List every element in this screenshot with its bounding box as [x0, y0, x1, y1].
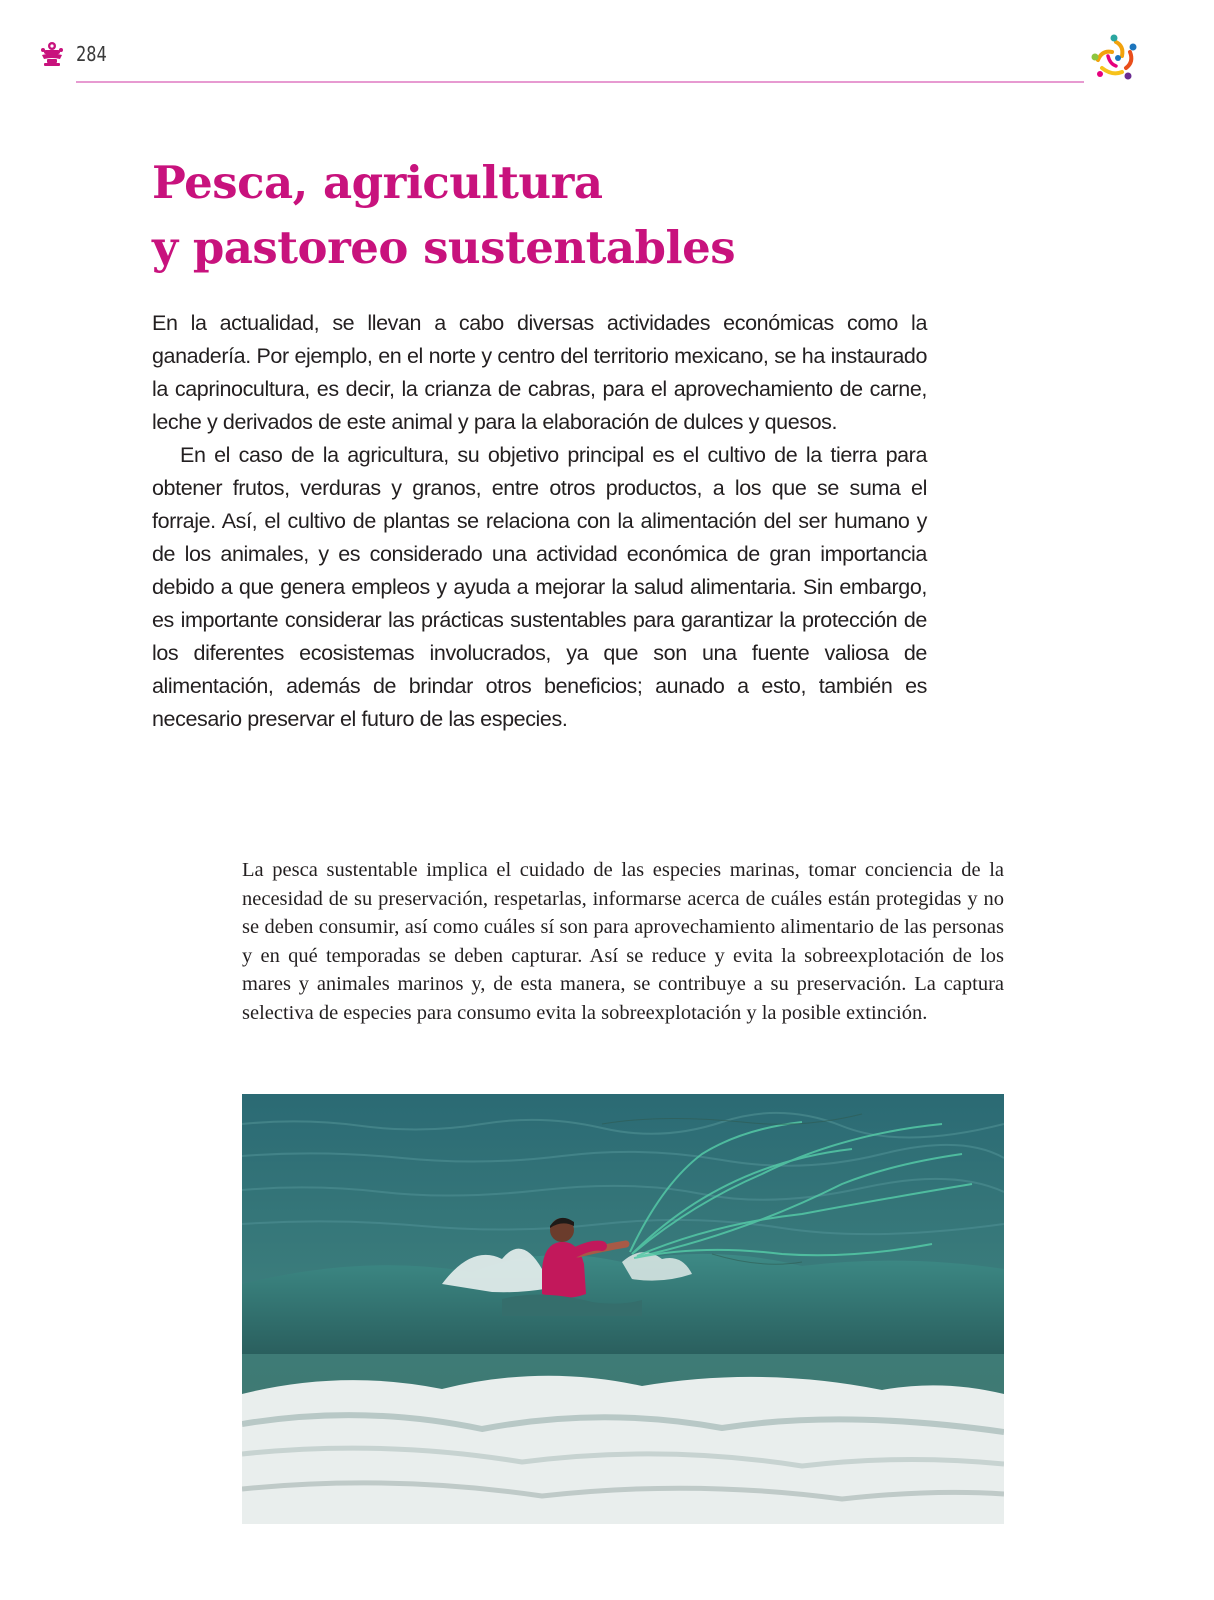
- pesca-sustentable-text: La pesca sustentable implica el cuidado de las especies marinas, tomar conciencia de la necesidad de su preservación, respetarlas, informarse acerca de cuáles están protegidas y no se deben consumir, así como cuáles sí son para aprovechamiento alimentario de las personas y en qué temporadas se deben capturar. Así se reduce y evita la sobreexplotación de los mares y animales marinos y, de esta manera, se contribuye a su preservación. La captura selectiva de especies para consumo evita la sobreexplotación y la posible extinción.: [242, 859, 1004, 1024]
- title-line-2: y pastoreo sustentables: [152, 221, 736, 274]
- paragraph-ganaderia: En la actualidad, se llevan a cabo diversas actividades económicas como la ganadería. Por ejemplo, en el norte y centro del territorio mexicano, se ha instaurado la caprinocultura, es decir, la crianza de cabras, para el aprovechamiento de carne, leche y derivados de este animal y para la elaboración de dulces y quesos.: [152, 311, 927, 434]
- header-rule: [76, 81, 1084, 83]
- page-title: [152, 150, 735, 280]
- title-line-1: Pesca, agricultura: [152, 156, 603, 209]
- body-text: [152, 307, 927, 736]
- sep-emblem-icon: [38, 40, 66, 68]
- fisherman-photo: [242, 1094, 1004, 1524]
- colorful-figures-logo-icon: [1088, 30, 1144, 86]
- page-header: [0, 0, 1214, 100]
- page-number: 284: [76, 42, 107, 66]
- paragraph-agricultura: En el caso de la agricultura, su objetivo principal es el cultivo de la tierra para obtener frutos, verduras y granos, entre otros productos, a los que se suma el forraje. Así, el cultivo de plantas se relaciona con la alimentación del ser humano y de los animales, y es considerado una actividad económica de gran importancia debido a que genera empleos y ayuda a mejorar la salud alimentaria. Sin embargo, es importante considerar las prácticas sustentables para garantizar la protección de los diferentes ecosistemas involucrados, ya que son una fuente valiosa de alimentación, además de brindar otros beneficios; aunado a esto, también es necesario preservar el futuro de las especies.: [152, 443, 927, 731]
